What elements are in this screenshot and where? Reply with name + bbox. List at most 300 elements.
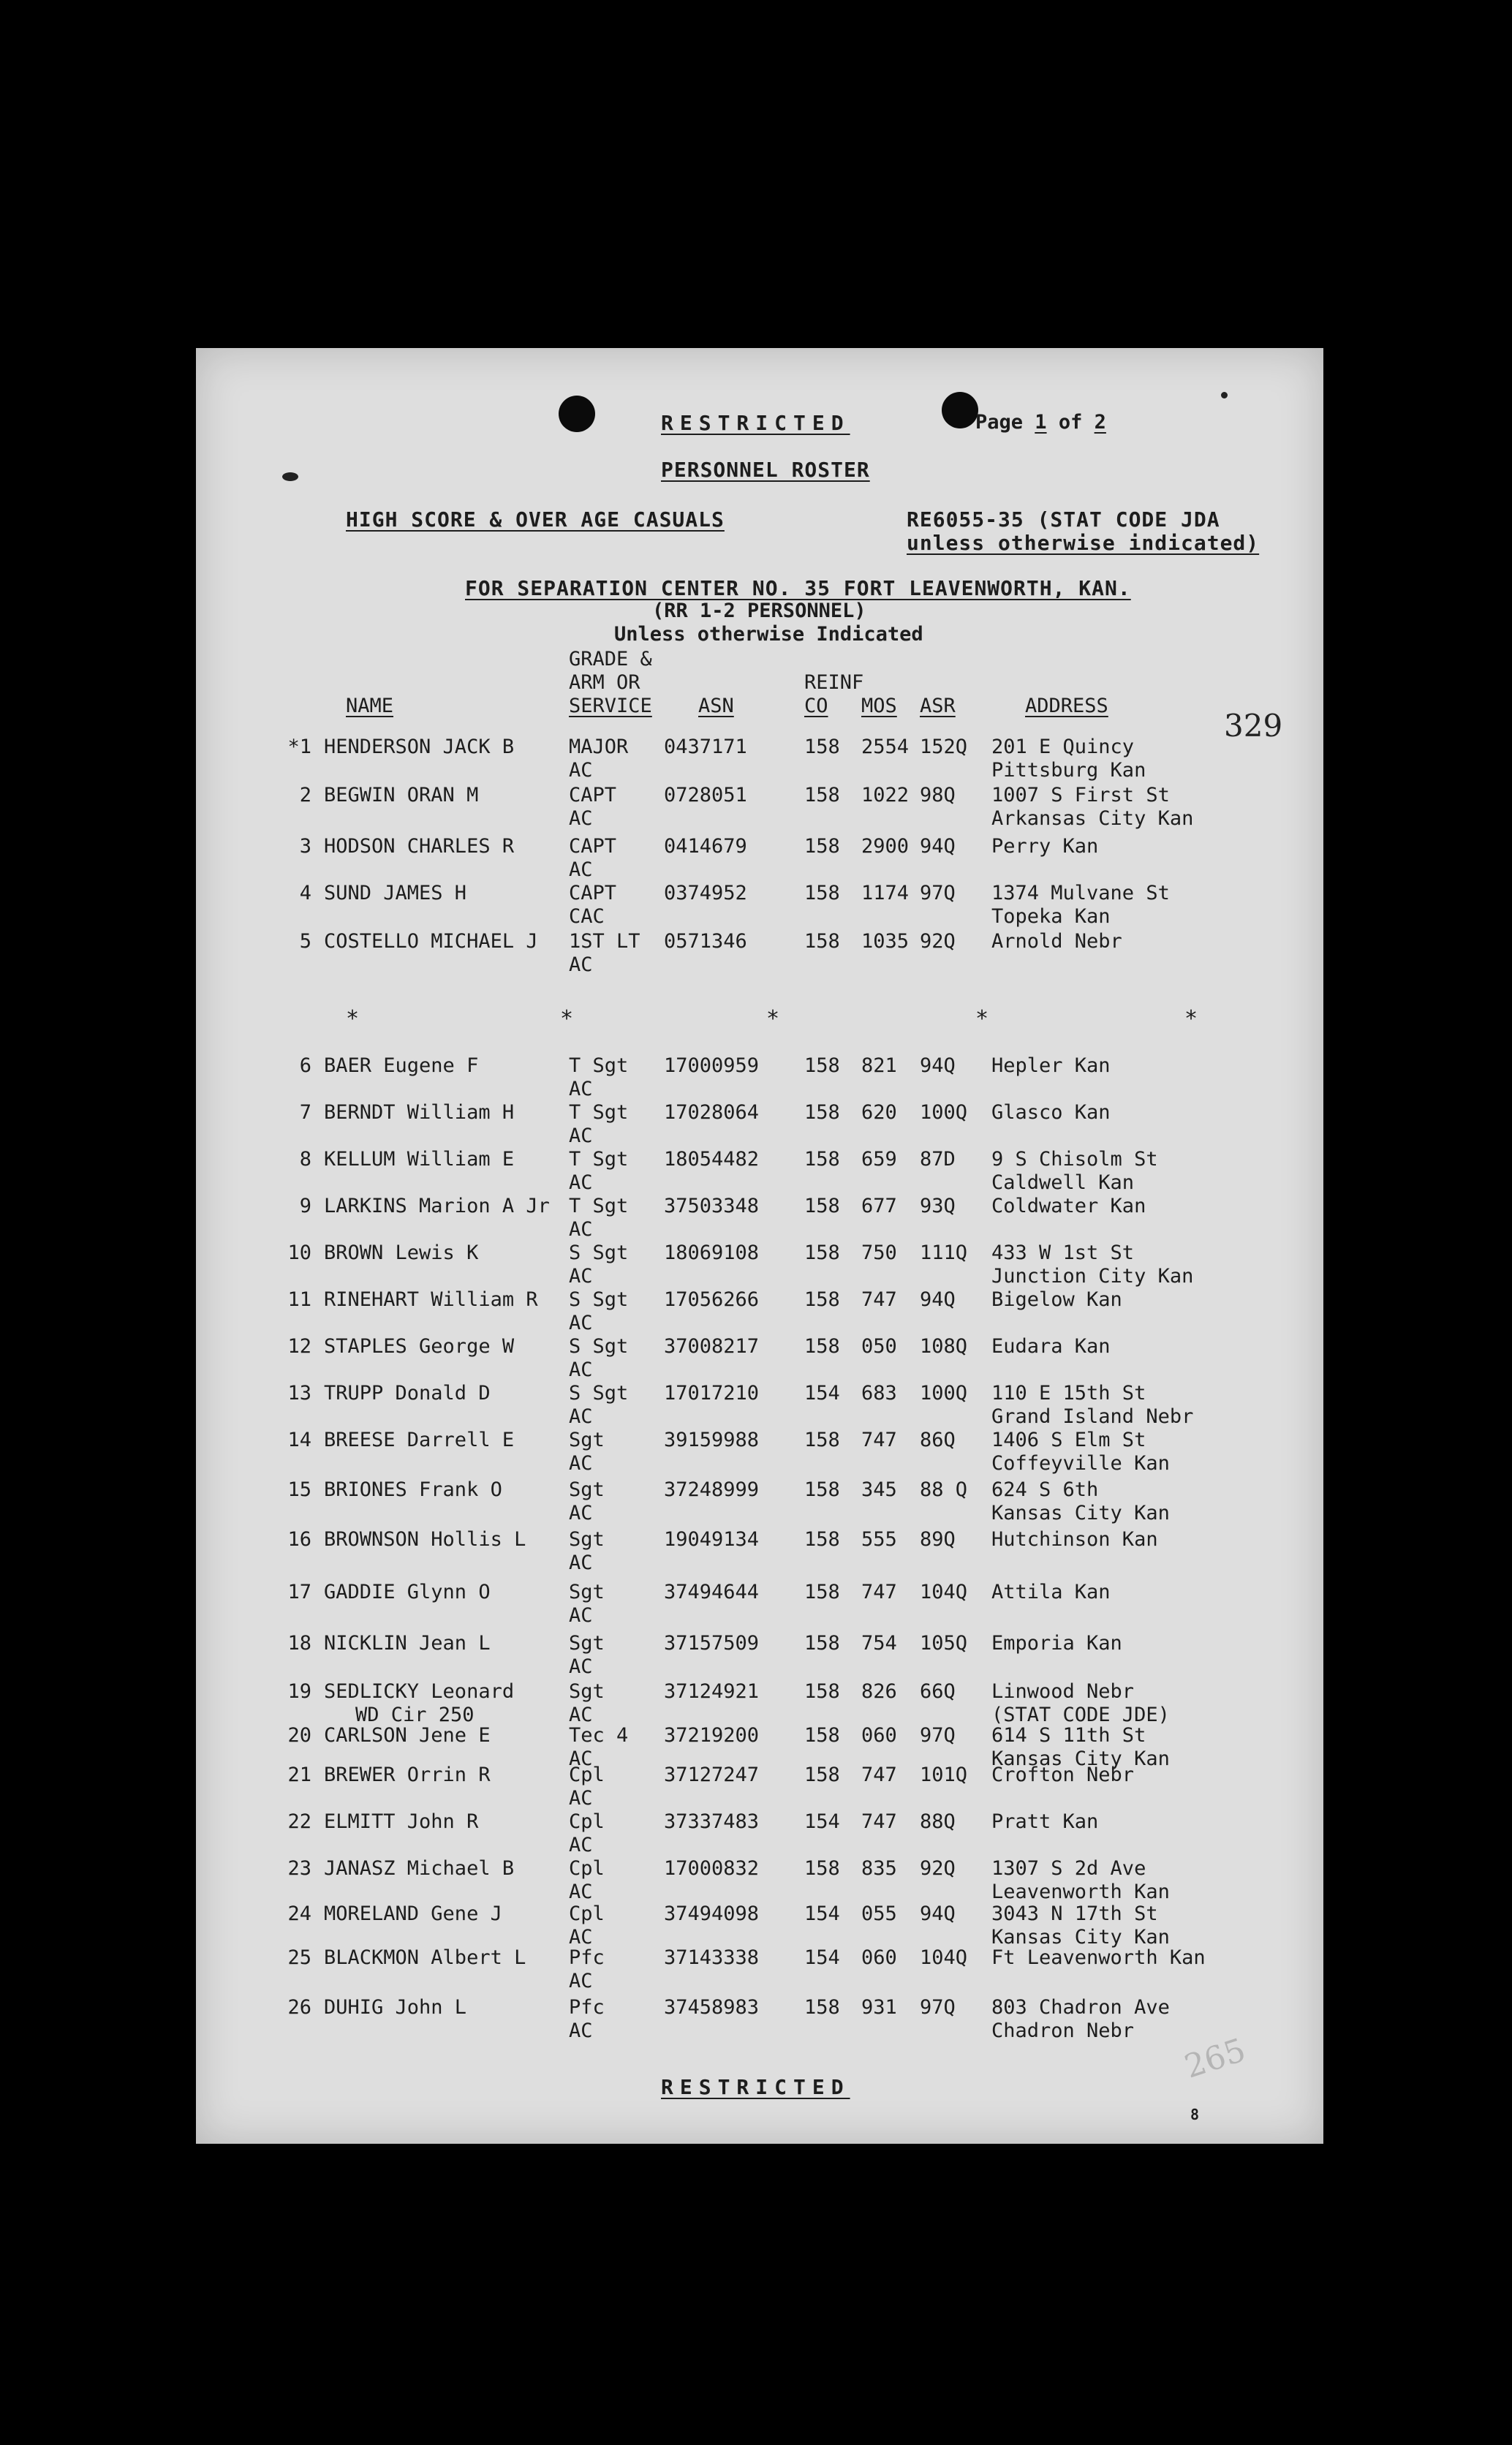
separator-asterisk: *: [766, 1006, 780, 1032]
table-row: [196, 930, 1323, 977]
row-co: 154: [804, 1810, 840, 1833]
row-co: 154: [804, 1946, 840, 1969]
row-grade: T Sgt: [569, 1101, 629, 1124]
row-grade: CAPT: [569, 835, 617, 858]
row-name-line2: WD Cir 250: [355, 1704, 475, 1726]
row-asr: 152Q: [920, 736, 968, 758]
row-asn: 0437171: [664, 736, 747, 758]
row-name: RINEHART William R: [324, 1288, 538, 1311]
row-grade: Sgt: [569, 1581, 605, 1603]
row-asn: 17000832: [664, 1857, 760, 1880]
row-grade: Cpl: [569, 1810, 605, 1833]
row-address-line1: 433 W 1st St: [991, 1242, 1135, 1264]
table-row: [196, 1857, 1323, 1904]
table-row: [196, 1195, 1323, 1242]
row-arm: AC: [569, 1655, 593, 1678]
row-asn: 0374952: [664, 882, 747, 904]
row-address-line2: Junction City Kan: [991, 1265, 1194, 1288]
row-mos: 747: [861, 1429, 897, 1451]
row-number: 13: [287, 1382, 311, 1405]
row-co: 154: [804, 1382, 840, 1405]
row-co: 158: [804, 1335, 840, 1358]
row-name: NICKLIN Jean L: [324, 1632, 491, 1655]
row-name: BREWER Orrin R: [324, 1764, 491, 1786]
row-mos: 060: [861, 1724, 897, 1747]
row-asr: 94Q: [920, 835, 956, 858]
row-address-line2: Chadron Nebr: [991, 2019, 1135, 2042]
row-arm: AC: [569, 1405, 593, 1428]
row-asr: 93Q: [920, 1195, 956, 1217]
row-number: 25: [287, 1946, 311, 1969]
row-asr: 92Q: [920, 930, 956, 953]
row-asr: 92Q: [920, 1857, 956, 1880]
table-row: [196, 1148, 1323, 1195]
table-row: [196, 1764, 1323, 1810]
row-asn: 37008217: [664, 1335, 760, 1358]
row-asr: 94Q: [920, 1902, 956, 1925]
row-grade: CAPT: [569, 784, 617, 806]
row-arm: AC: [569, 858, 593, 881]
row-address-line1: Coldwater Kan: [991, 1195, 1146, 1217]
row-number: 4: [299, 882, 311, 904]
col-grade-line2: ARM OR: [569, 671, 640, 694]
row-co: 158: [804, 1195, 840, 1217]
row-address-line1: 1374 Mulvane St: [991, 882, 1170, 904]
table-row: [196, 882, 1323, 929]
col-grade-line3: SERVICE: [569, 695, 652, 717]
row-address-line1: 9 S Chisolm St: [991, 1148, 1158, 1171]
row-asn: 0414679: [664, 835, 747, 858]
row-grade: Sgt: [569, 1632, 605, 1655]
group-title: HIGH SCORE & OVER AGE CASUALS: [346, 507, 725, 532]
row-arm: AC: [569, 1704, 593, 1726]
row-grade: Sgt: [569, 1528, 605, 1551]
row-name: BERNDT William H: [324, 1101, 515, 1124]
table-row: [196, 1101, 1323, 1148]
row-number: 18: [287, 1632, 311, 1655]
row-arm: AC: [569, 1881, 593, 1903]
row-asr: 100Q: [920, 1382, 968, 1405]
row-grade: Cpl: [569, 1764, 605, 1786]
row-mos: 677: [861, 1195, 897, 1217]
row-arm: AC: [569, 1125, 593, 1147]
row-number: 10: [287, 1242, 311, 1264]
table-row: [196, 1632, 1323, 1679]
row-address-line2: Grand Island Nebr: [991, 1405, 1194, 1428]
row-asn: 37219200: [664, 1724, 760, 1747]
separator-asterisk: *: [346, 1006, 360, 1032]
row-asr: 104Q: [920, 1946, 968, 1969]
row-grade: Sgt: [569, 1478, 605, 1501]
row-co: 158: [804, 1581, 840, 1603]
restricted-top-label: RESTRICTED: [661, 411, 850, 435]
row-co: 158: [804, 1724, 840, 1747]
row-co: 158: [804, 835, 840, 858]
row-number: 24: [287, 1902, 311, 1925]
row-grade: Pfc: [569, 1946, 605, 1969]
row-address-line2: Coffeyville Kan: [991, 1452, 1170, 1475]
row-arm: AC: [569, 1552, 593, 1574]
row-asn: 19049134: [664, 1528, 760, 1551]
row-grade: S Sgt: [569, 1288, 629, 1311]
row-name: JANASZ Michael B: [324, 1857, 515, 1880]
row-address-line1: Bigelow Kan: [991, 1288, 1122, 1311]
row-asn: 37248999: [664, 1478, 760, 1501]
row-co: 158: [804, 1680, 840, 1703]
stat-code-line2: unless otherwise indicated): [907, 531, 1260, 555]
row-asn: 0571346: [664, 930, 747, 953]
row-mos: 826: [861, 1680, 897, 1703]
row-asn: 0728051: [664, 784, 747, 806]
row-address-line1: Crofton Nebr: [991, 1764, 1135, 1786]
row-arm: AC: [569, 1970, 593, 1992]
page-total: 2: [1094, 411, 1106, 434]
row-address-line1: 1007 S First St: [991, 784, 1170, 806]
row-asn: 37127247: [664, 1764, 760, 1786]
row-number: 21: [287, 1764, 311, 1786]
row-address-line1: 1307 S 2d Ave: [991, 1857, 1146, 1880]
row-asr: 88 Q: [920, 1478, 968, 1501]
row-grade: T Sgt: [569, 1195, 629, 1217]
table-row: [196, 1946, 1323, 1993]
row-mos: 747: [861, 1810, 897, 1833]
row-asr: 105Q: [920, 1632, 968, 1655]
row-mos: 555: [861, 1528, 897, 1551]
row-mos: 659: [861, 1148, 897, 1171]
row-co: 158: [804, 1632, 840, 1655]
row-number: 20: [287, 1724, 311, 1747]
page-of-label: of: [1058, 411, 1083, 434]
row-arm: AC: [569, 1926, 593, 1949]
row-asr: 104Q: [920, 1581, 968, 1603]
row-number: 22: [287, 1810, 311, 1833]
row-asn: 17017210: [664, 1382, 760, 1405]
row-co: 158: [804, 1101, 840, 1124]
row-name: TRUPP Donald D: [324, 1382, 491, 1405]
row-asr: 97Q: [920, 1996, 956, 2019]
col-asn: ASN: [698, 695, 734, 717]
punch-hole-right: [942, 392, 978, 428]
table-row: [196, 1288, 1323, 1335]
row-grade: Pfc: [569, 1996, 605, 2019]
row-name: BAER Eugene F: [324, 1054, 479, 1077]
row-grade: Tec 4: [569, 1724, 629, 1747]
row-address-line1: 201 E Quincy: [991, 736, 1135, 758]
row-asn: 37143338: [664, 1946, 760, 1969]
row-address-line1: Arnold Nebr: [991, 930, 1122, 953]
row-number: 6: [299, 1054, 311, 1077]
row-number: 14: [287, 1429, 311, 1451]
rr-personnel-line: (RR 1-2 PERSONNEL): [652, 600, 866, 622]
row-mos: 2554: [861, 736, 910, 758]
row-arm: AC: [569, 1312, 593, 1334]
row-grade: Cpl: [569, 1857, 605, 1880]
row-grade: Sgt: [569, 1680, 605, 1703]
row-grade: 1ST LT: [569, 930, 640, 953]
row-number: 5: [299, 930, 311, 953]
row-asn: 37458983: [664, 1996, 760, 2019]
row-co: 158: [804, 736, 840, 758]
row-address-line2: Leavenworth Kan: [991, 1881, 1170, 1903]
row-number: 23: [287, 1857, 311, 1880]
row-name: STAPLES George W: [324, 1335, 515, 1358]
table-row: [196, 1382, 1323, 1429]
row-address-line1: Pratt Kan: [991, 1810, 1099, 1833]
row-arm: AC: [569, 1604, 593, 1627]
row-asr: 89Q: [920, 1528, 956, 1551]
row-mos: 1174: [861, 882, 910, 904]
row-asn: 17056266: [664, 1288, 760, 1311]
separator-asterisk: *: [975, 1006, 989, 1032]
row-asr: 86Q: [920, 1429, 956, 1451]
row-grade: S Sgt: [569, 1382, 629, 1405]
row-arm: AC: [569, 1747, 593, 1770]
row-mos: 2900: [861, 835, 910, 858]
row-asr: 101Q: [920, 1764, 968, 1786]
row-mos: 055: [861, 1902, 897, 1925]
page-indicator: [975, 411, 1106, 434]
row-number: 7: [299, 1101, 311, 1124]
separator-asterisk: *: [1184, 1006, 1198, 1032]
ink-speck: [1221, 392, 1228, 398]
row-arm: AC: [569, 1358, 593, 1381]
row-number: 19: [287, 1680, 311, 1703]
row-asn: 37337483: [664, 1810, 760, 1833]
row-number: 2: [299, 784, 311, 806]
row-asr: 94Q: [920, 1288, 956, 1311]
row-name: SEDLICKY Leonard: [324, 1680, 515, 1703]
row-address-line2: Pittsburg Kan: [991, 759, 1146, 782]
row-asr: 97Q: [920, 1724, 956, 1747]
row-co: 158: [804, 1054, 840, 1077]
row-name: BROWNSON Hollis L: [324, 1528, 526, 1551]
row-address-line1: Hepler Kan: [991, 1054, 1111, 1077]
row-arm: AC: [569, 1502, 593, 1524]
col-grade-line1: GRADE &: [569, 648, 652, 670]
row-co: 158: [804, 930, 840, 953]
row-arm: AC: [569, 1218, 593, 1241]
col-name: NAME: [346, 695, 394, 717]
row-co: 158: [804, 1429, 840, 1451]
row-mos: 821: [861, 1054, 897, 1077]
row-address-line2: Topeka Kan: [991, 905, 1111, 928]
table-row: [196, 1902, 1323, 1949]
table-row: [196, 784, 1323, 831]
row-asn: 39159988: [664, 1429, 760, 1451]
row-number: 12: [287, 1335, 311, 1358]
table-row: [196, 1335, 1323, 1382]
row-number: 15: [287, 1478, 311, 1501]
row-arm: AC: [569, 1834, 593, 1856]
row-grade: S Sgt: [569, 1335, 629, 1358]
row-number: 26: [287, 1996, 311, 2019]
punch-hole-left: [559, 396, 595, 432]
row-asr: 88Q: [920, 1810, 956, 1833]
row-asn: 37503348: [664, 1195, 760, 1217]
row-address-line1: 614 S 11th St: [991, 1724, 1146, 1747]
table-row: [196, 1810, 1323, 1857]
col-reinf: REINF: [804, 671, 864, 694]
row-name: KELLUM William E: [324, 1148, 515, 1171]
table-row: [196, 1478, 1323, 1525]
row-mos: 060: [861, 1946, 897, 1969]
row-name: MORELAND Gene J: [324, 1902, 502, 1925]
row-co: 158: [804, 1764, 840, 1786]
table-row: [196, 1242, 1323, 1288]
row-address-line2: Kansas City Kan: [991, 1926, 1170, 1949]
row-arm: AC: [569, 2019, 593, 2042]
row-name: DUHIG John L: [324, 1996, 467, 2019]
row-name: HENDERSON JACK B: [324, 736, 515, 758]
row-co: 158: [804, 1288, 840, 1311]
separation-center-line: FOR SEPARATION CENTER NO. 35 FORT LEAVENWORTH, KAN.: [465, 576, 1131, 600]
row-co: 158: [804, 882, 840, 904]
row-arm: AC: [569, 953, 593, 976]
row-address-line2: Kansas City Kan: [991, 1502, 1170, 1524]
page-label: Page: [975, 411, 1024, 434]
row-co: 158: [804, 1857, 840, 1880]
row-name: BREESE Darrell E: [324, 1429, 515, 1451]
row-address-line1: 110 E 15th St: [991, 1382, 1146, 1405]
row-asr: 98Q: [920, 784, 956, 806]
row-mos: 747: [861, 1581, 897, 1603]
row-address-line2: (STAT CODE JDE): [991, 1704, 1170, 1726]
row-arm: AC: [569, 807, 593, 830]
row-address-line2: Kansas City Kan: [991, 1747, 1170, 1770]
col-mos: MOS: [861, 695, 897, 717]
row-arm: AC: [569, 1787, 593, 1810]
row-arm: AC: [569, 1078, 593, 1100]
row-asr: 97Q: [920, 882, 956, 904]
row-address-line1: Hutchinson Kan: [991, 1528, 1158, 1551]
row-asr: 100Q: [920, 1101, 968, 1124]
stat-code-line1: RE6055-35 (STAT CODE JDA: [907, 507, 1220, 532]
row-arm: AC: [569, 1171, 593, 1194]
table-row: [196, 1996, 1323, 2043]
row-name: ELMITT John R: [324, 1810, 479, 1833]
row-address-line1: Glasco Kan: [991, 1101, 1111, 1124]
row-arm: CAC: [569, 905, 605, 928]
row-asr: 87D: [920, 1148, 956, 1171]
unless-indicated-line: Unless otherwise Indicated: [614, 623, 923, 646]
row-asn: 17028064: [664, 1101, 760, 1124]
corner-mark: 8: [1190, 2106, 1200, 2123]
row-number: *1: [287, 736, 311, 758]
row-number: 16: [287, 1528, 311, 1551]
row-address-line1: Perry Kan: [991, 835, 1099, 858]
table-row: [196, 1054, 1323, 1101]
row-co: 158: [804, 1148, 840, 1171]
row-asr: 66Q: [920, 1680, 956, 1703]
row-name: GADDIE Glynn O: [324, 1581, 491, 1603]
separator-asterisk: *: [560, 1006, 574, 1032]
row-mos: 750: [861, 1242, 897, 1264]
row-name: BROWN Lewis K: [324, 1242, 479, 1264]
row-mos: 835: [861, 1857, 897, 1880]
row-co: 158: [804, 1478, 840, 1501]
row-number: 3: [299, 835, 311, 858]
row-address-line1: 3043 N 17th St: [991, 1902, 1158, 1925]
row-address-line1: Ft Leavenworth Kan: [991, 1946, 1206, 1969]
row-asr: 94Q: [920, 1054, 956, 1077]
row-asn: 17000959: [664, 1054, 760, 1077]
row-mos: 747: [861, 1764, 897, 1786]
row-co: 158: [804, 1242, 840, 1264]
row-mos: 754: [861, 1632, 897, 1655]
row-grade: S Sgt: [569, 1242, 629, 1264]
row-grade: Sgt: [569, 1429, 605, 1451]
table-row: [196, 1680, 1323, 1727]
row-address-line1: 803 Chadron Ave: [991, 1996, 1170, 2019]
table-row: [196, 736, 1323, 782]
row-number: 9: [299, 1195, 311, 1217]
table-row: [196, 835, 1323, 882]
row-mos: 683: [861, 1382, 897, 1405]
row-grade: T Sgt: [569, 1054, 629, 1077]
row-co: 154: [804, 1902, 840, 1925]
row-co: 158: [804, 784, 840, 806]
row-arm: AC: [569, 1452, 593, 1475]
row-grade: MAJOR: [569, 736, 629, 758]
row-number: 8: [299, 1148, 311, 1171]
row-asr: 111Q: [920, 1242, 968, 1264]
row-name: COSTELLO MICHAEL J: [324, 930, 538, 953]
row-address-line1: Emporia Kan: [991, 1632, 1122, 1655]
row-address-line2: Arkansas City Kan: [991, 807, 1194, 830]
table-row: [196, 1429, 1323, 1475]
row-grade: T Sgt: [569, 1148, 629, 1171]
row-name: BLACKMON Albert L: [324, 1946, 526, 1969]
row-address-line1: Linwood Nebr: [991, 1680, 1135, 1703]
row-asn: 37494644: [664, 1581, 760, 1603]
row-name: LARKINS Marion A Jr: [324, 1195, 550, 1217]
col-co: CO: [804, 695, 828, 717]
row-mos: 931: [861, 1996, 897, 2019]
handwritten-number: 265: [1180, 2031, 1250, 2086]
roster-title: PERSONNEL ROSTER: [661, 458, 870, 482]
row-address-line1: 624 S 6th: [991, 1478, 1099, 1501]
margin-number: 329: [1224, 708, 1283, 744]
row-asr: 108Q: [920, 1335, 968, 1358]
row-number: 11: [287, 1288, 311, 1311]
row-mos: 1022: [861, 784, 910, 806]
row-name: BEGWIN ORAN M: [324, 784, 479, 806]
row-arm: AC: [569, 1265, 593, 1288]
row-grade: CAPT: [569, 882, 617, 904]
page-number: 1: [1035, 411, 1047, 434]
row-asn: 37124921: [664, 1680, 760, 1703]
row-asn: 18069108: [664, 1242, 760, 1264]
row-co: 158: [804, 1996, 840, 2019]
ink-speck: [282, 472, 298, 481]
row-asn: 18054482: [664, 1148, 760, 1171]
row-asn: 37157509: [664, 1632, 760, 1655]
restricted-bottom-label: RESTRICTED: [661, 2075, 850, 2099]
row-address-line1: Attila Kan: [991, 1581, 1111, 1603]
table-row: [196, 1581, 1323, 1628]
row-name: SUND JAMES H: [324, 882, 467, 904]
roster-sheet: [196, 348, 1323, 2144]
row-address-line1: 1406 S Elm St: [991, 1429, 1146, 1451]
row-arm: AC: [569, 759, 593, 782]
col-asr: ASR: [920, 695, 956, 717]
row-mos: 620: [861, 1101, 897, 1124]
row-address-line1: Eudara Kan: [991, 1335, 1111, 1358]
row-mos: 747: [861, 1288, 897, 1311]
col-address: ADDRESS: [1025, 695, 1108, 717]
table-row: [196, 1528, 1323, 1575]
row-mos: 1035: [861, 930, 910, 953]
